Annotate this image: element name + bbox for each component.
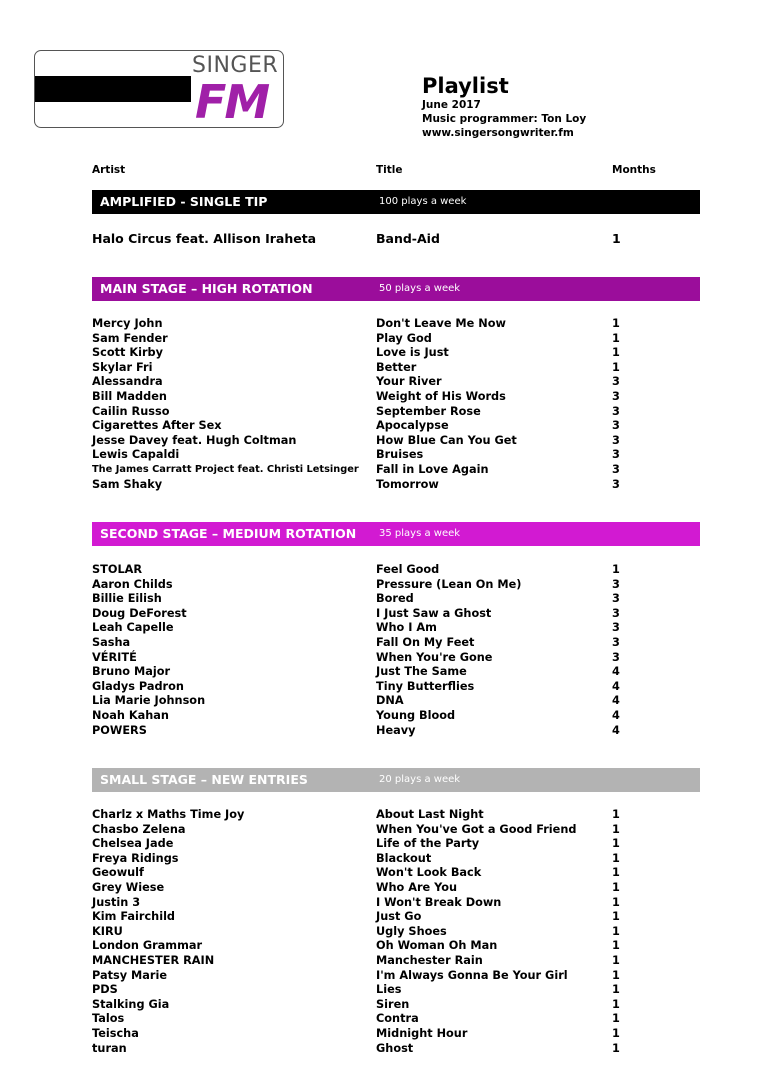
title-cell: Bored bbox=[376, 592, 414, 606]
section-plays-per-week: 50 plays a week bbox=[379, 283, 461, 294]
months-cell: 1 bbox=[612, 808, 620, 821]
title-cell: Fall in Love Again bbox=[376, 463, 489, 476]
months-cell: 4 bbox=[612, 665, 620, 679]
title-cell: Fall On My Feet bbox=[376, 636, 475, 649]
artist-cell: Grey Wiese bbox=[92, 881, 165, 894]
title-cell: Manchester Rain bbox=[376, 954, 483, 967]
months-cell: 4 bbox=[612, 694, 620, 708]
title-cell: Blackout bbox=[376, 851, 432, 865]
months-cell: 1 bbox=[612, 822, 620, 836]
playlist-row bbox=[92, 346, 700, 361]
title-cell: September Rose bbox=[376, 404, 481, 418]
playlist-row bbox=[92, 1027, 700, 1042]
logo-singer-text: SINGER bbox=[192, 53, 279, 78]
months-cell: 1 bbox=[612, 851, 620, 865]
months-cell: 1 bbox=[612, 968, 620, 982]
title-cell: Apocalypse bbox=[376, 419, 449, 433]
playlist-row bbox=[92, 405, 700, 420]
title-cell: Ghost bbox=[376, 1041, 414, 1055]
playlist-row bbox=[92, 852, 700, 867]
months-cell: 1 bbox=[612, 939, 620, 953]
playlist-row bbox=[92, 448, 700, 463]
artist-cell: Justin 3 bbox=[92, 895, 141, 909]
artist-cell: Chasbo Zelena bbox=[92, 822, 186, 836]
months-cell: 1 bbox=[612, 1027, 620, 1040]
months-cell: 1 bbox=[612, 331, 620, 345]
title-cell: Band-Aid bbox=[376, 231, 440, 246]
playlist-row bbox=[92, 910, 700, 925]
months-cell: 1 bbox=[612, 881, 620, 894]
playlist-row bbox=[92, 390, 700, 405]
title-cell: Bruises bbox=[376, 448, 424, 462]
months-cell: 1 bbox=[612, 1012, 620, 1026]
artist-cell: Noah Kahan bbox=[92, 709, 169, 722]
section-title: SECOND STAGE – MEDIUM ROTATION bbox=[100, 526, 357, 541]
months-cell: 3 bbox=[612, 390, 620, 403]
artist-cell: turan bbox=[92, 1041, 127, 1055]
months-cell: 3 bbox=[612, 477, 620, 491]
title-cell: I Won't Break Down bbox=[376, 895, 502, 909]
artist-cell: Patsy Marie bbox=[92, 968, 167, 982]
months-cell: 4 bbox=[612, 679, 620, 693]
website-link[interactable]: www.singersongwriter.fm bbox=[422, 127, 574, 139]
months-cell: 3 bbox=[612, 375, 620, 389]
artist-cell: Cailin Russo bbox=[92, 404, 170, 418]
section-band-second-stage bbox=[92, 522, 700, 546]
playlist-row bbox=[92, 361, 700, 376]
playlist-row bbox=[92, 694, 700, 709]
title-cell: Better bbox=[376, 360, 417, 374]
title-cell: Life of the Party bbox=[376, 837, 480, 851]
months-cell: 4 bbox=[612, 709, 620, 722]
logo-black-bar bbox=[35, 76, 191, 102]
title-cell: Play God bbox=[376, 331, 432, 345]
column-header-months: Months bbox=[612, 164, 656, 176]
title-cell: Oh Woman Oh Man bbox=[376, 939, 498, 953]
artist-cell: Sam Fender bbox=[92, 331, 168, 345]
months-cell: 3 bbox=[612, 606, 620, 620]
section-band-amplified bbox=[92, 190, 700, 214]
months-cell: 1 bbox=[612, 924, 620, 938]
months-cell: 3 bbox=[612, 404, 620, 418]
playlist-row bbox=[92, 463, 700, 478]
months-cell: 1 bbox=[612, 983, 620, 997]
months-cell: 3 bbox=[612, 621, 620, 635]
playlist-row bbox=[92, 808, 700, 823]
artist-cell: Billie Eilish bbox=[92, 592, 162, 606]
playlist-row bbox=[92, 332, 700, 347]
title-cell: When You've Got a Good Friend bbox=[376, 822, 577, 836]
months-cell: 1 bbox=[612, 837, 620, 851]
playlist-row bbox=[92, 709, 700, 724]
artist-cell: Alessandra bbox=[92, 375, 163, 389]
artist-cell: Mercy John bbox=[92, 317, 163, 330]
artist-cell: Skylar Fri bbox=[92, 360, 153, 374]
artist-cell: The James Carratt Project feat. Christi Letsinger bbox=[92, 464, 359, 475]
playlist-date: June 2017 bbox=[422, 99, 481, 111]
title-cell: Tiny Butterflies bbox=[376, 679, 475, 693]
artist-cell: Geowulf bbox=[92, 866, 144, 880]
artist-cell: Chelsea Jade bbox=[92, 837, 174, 851]
playlist-row bbox=[92, 592, 700, 607]
playlist-row bbox=[92, 925, 700, 940]
playlist-row bbox=[92, 680, 700, 695]
playlist-row bbox=[92, 881, 700, 896]
artist-cell: VÉRITÉ bbox=[92, 650, 137, 664]
playlist-row bbox=[92, 651, 700, 666]
section-plays-per-week: 100 plays a week bbox=[379, 196, 467, 207]
artist-cell: Kim Fairchild bbox=[92, 910, 176, 924]
title-cell: Young Blood bbox=[376, 709, 456, 722]
playlist-row bbox=[92, 665, 700, 680]
artist-cell: Teischa bbox=[92, 1027, 139, 1040]
artist-cell: Leah Capelle bbox=[92, 621, 174, 635]
playlist-row bbox=[92, 866, 700, 881]
title-cell: When You're Gone bbox=[376, 650, 493, 664]
playlist-row bbox=[92, 434, 700, 449]
artist-cell: Lewis Capaldi bbox=[92, 448, 180, 462]
title-cell: Just Go bbox=[376, 910, 422, 924]
title-cell: Siren bbox=[376, 997, 410, 1011]
playlist-row bbox=[92, 1042, 700, 1057]
playlist-row bbox=[92, 969, 700, 984]
section-band-main-stage bbox=[92, 277, 700, 301]
artist-cell: Sasha bbox=[92, 636, 131, 649]
title-cell: I'm Always Gonna Be Your Girl bbox=[376, 968, 568, 982]
playlist-row bbox=[92, 636, 700, 651]
artist-cell: Lia Marie Johnson bbox=[92, 694, 206, 708]
column-header-artist: Artist bbox=[92, 164, 126, 176]
artist-cell: Cigarettes After Sex bbox=[92, 419, 222, 433]
title-cell: Just The Same bbox=[376, 665, 467, 679]
months-cell: 1 bbox=[612, 997, 620, 1011]
months-cell: 4 bbox=[612, 723, 620, 737]
months-cell: 1 bbox=[612, 317, 620, 330]
title-cell: Ugly Shoes bbox=[376, 924, 447, 938]
playlist-row bbox=[92, 621, 700, 636]
title-cell: Your River bbox=[376, 375, 442, 389]
months-cell: 1 bbox=[612, 866, 620, 880]
title-cell: Midnight Hour bbox=[376, 1027, 468, 1040]
title-cell: Won't Look Back bbox=[376, 866, 482, 880]
playlist-row bbox=[92, 837, 700, 852]
playlist-row bbox=[92, 954, 700, 969]
months-cell: 3 bbox=[612, 650, 620, 664]
logo-fm-text: FM bbox=[195, 75, 269, 128]
music-programmer: Music programmer: Ton Loy bbox=[422, 113, 587, 125]
months-cell: 3 bbox=[612, 463, 620, 476]
playlist-row bbox=[92, 607, 700, 622]
logo-songwriter-text: SONGWRITER bbox=[38, 52, 170, 76]
artist-cell: Bruno Major bbox=[92, 665, 171, 679]
months-cell: 1 bbox=[612, 954, 620, 967]
artist-cell: Halo Circus feat. Allison Iraheta bbox=[92, 231, 317, 246]
artist-cell: Charlz x Maths Time Joy bbox=[92, 808, 245, 821]
playlist-row bbox=[92, 983, 700, 998]
playlist-row bbox=[92, 939, 700, 954]
title-cell: I Just Saw a Ghost bbox=[376, 606, 492, 620]
months-cell: 1 bbox=[612, 360, 620, 374]
artist-cell: KIRU bbox=[92, 924, 123, 938]
playlist-row bbox=[92, 1012, 700, 1027]
title-cell: Love is Just bbox=[376, 346, 449, 360]
months-cell: 1 bbox=[612, 563, 620, 576]
title-cell: Feel Good bbox=[376, 563, 440, 576]
artist-cell: London Grammar bbox=[92, 939, 203, 953]
title-cell: Who Are You bbox=[376, 881, 458, 894]
artist-cell: Freya Ridings bbox=[92, 851, 179, 865]
artist-cell: Stalking Gia bbox=[92, 997, 170, 1011]
artist-cell: Doug DeForest bbox=[92, 606, 187, 620]
section-plays-per-week: 35 plays a week bbox=[379, 528, 461, 539]
months-cell: 3 bbox=[612, 433, 620, 447]
playlist-row bbox=[92, 478, 700, 493]
months-cell: 1 bbox=[612, 910, 620, 924]
artist-cell: Jesse Davey feat. Hugh Coltman bbox=[92, 433, 297, 447]
months-cell: 3 bbox=[612, 577, 620, 591]
title-cell: Who I Am bbox=[376, 621, 437, 635]
playlist-row bbox=[92, 231, 700, 246]
page-title: Playlist bbox=[422, 74, 509, 98]
singersongwriter-fm-logo bbox=[34, 50, 284, 128]
artist-cell: Bill Madden bbox=[92, 390, 167, 403]
artist-cell: MANCHESTER RAIN bbox=[92, 954, 215, 967]
title-cell: Contra bbox=[376, 1012, 419, 1026]
title-cell: Weight of His Words bbox=[376, 390, 506, 403]
title-cell: Lies bbox=[376, 983, 402, 997]
months-cell: 1 bbox=[612, 1041, 620, 1055]
playlist-row bbox=[92, 578, 700, 593]
artist-cell: Gladys Padron bbox=[92, 679, 184, 693]
title-cell: How Blue Can You Get bbox=[376, 433, 517, 447]
section-plays-per-week: 20 plays a week bbox=[379, 774, 461, 785]
title-cell: DNA bbox=[376, 694, 404, 708]
playlist-row bbox=[92, 998, 700, 1013]
section-title: SMALL STAGE – NEW ENTRIES bbox=[100, 772, 308, 787]
section-title: MAIN STAGE – HIGH ROTATION bbox=[100, 281, 313, 296]
artist-cell: Aaron Childs bbox=[92, 577, 173, 591]
title-cell: Heavy bbox=[376, 723, 416, 737]
playlist-row bbox=[92, 317, 700, 332]
months-cell: 1 bbox=[612, 895, 620, 909]
playlist-row bbox=[92, 375, 700, 390]
title-cell: Pressure (Lean On Me) bbox=[376, 577, 522, 591]
artist-cell: POWERS bbox=[92, 723, 147, 737]
title-cell: Don't Leave Me Now bbox=[376, 317, 506, 330]
artist-cell: Talos bbox=[92, 1012, 125, 1026]
months-cell: 3 bbox=[612, 592, 620, 606]
artist-cell: STOLAR bbox=[92, 563, 143, 576]
months-cell: 1 bbox=[612, 231, 621, 246]
months-cell: 3 bbox=[612, 636, 620, 649]
playlist-row bbox=[92, 419, 700, 434]
title-cell: About Last Night bbox=[376, 808, 484, 821]
months-cell: 3 bbox=[612, 448, 620, 462]
artist-cell: Scott Kirby bbox=[92, 346, 163, 360]
section-title: AMPLIFIED - SINGLE TIP bbox=[100, 194, 268, 209]
playlist-row bbox=[92, 823, 700, 838]
title-cell: Tomorrow bbox=[376, 477, 439, 491]
playlist-row bbox=[92, 563, 700, 578]
artist-cell: Sam Shaky bbox=[92, 477, 163, 491]
section-band-small-stage bbox=[92, 768, 700, 792]
playlist-row bbox=[92, 724, 700, 739]
column-header-title: Title bbox=[376, 164, 403, 176]
months-cell: 3 bbox=[612, 419, 620, 433]
months-cell: 1 bbox=[612, 346, 620, 360]
playlist-row bbox=[92, 896, 700, 911]
artist-cell: PDS bbox=[92, 983, 118, 997]
